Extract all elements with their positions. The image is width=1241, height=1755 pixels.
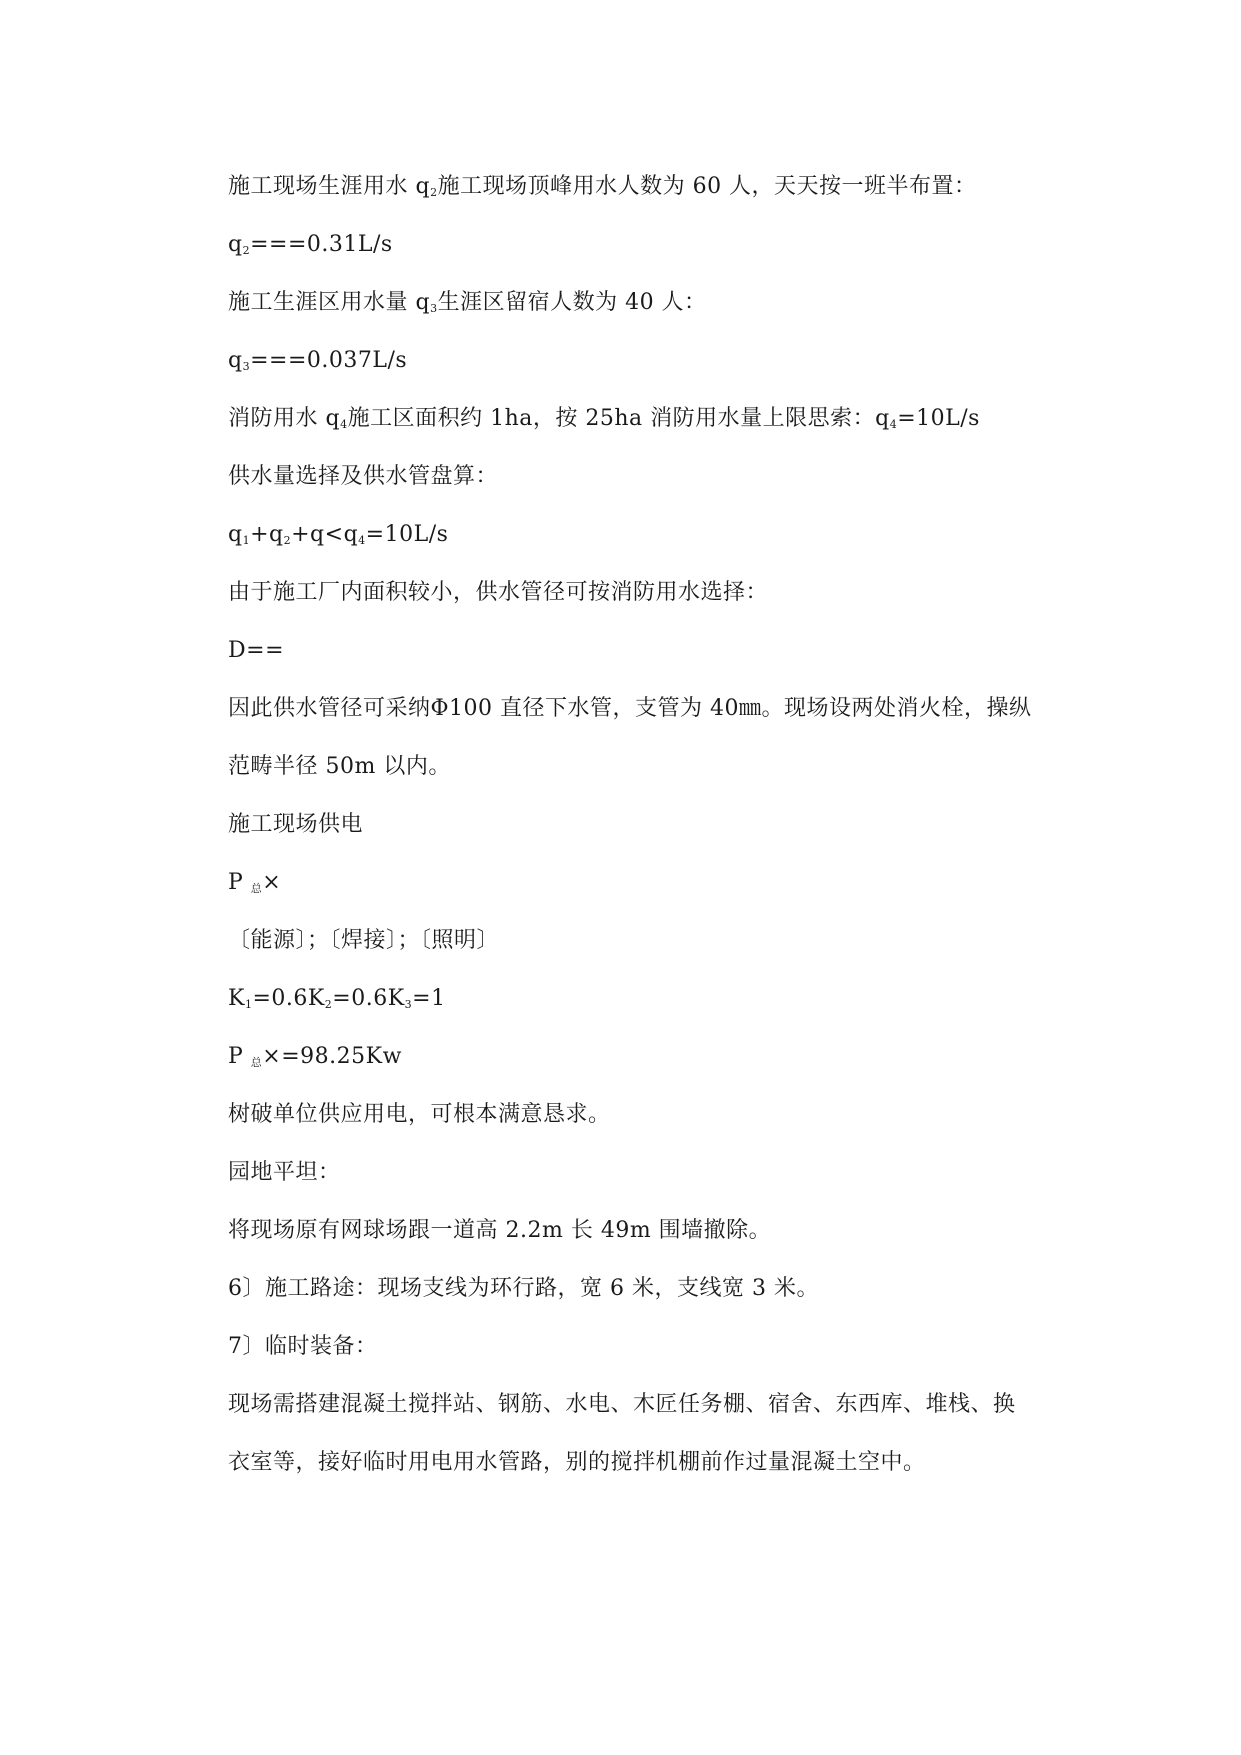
document-line — [228, 1028, 1108, 1086]
subscript: 总 — [250, 1056, 263, 1069]
line-text: 消防用水 q — [228, 406, 341, 431]
line-text: 树破单位供应用电，可根本满意恳求。 — [228, 1102, 611, 1127]
line-text: 因此供水管径可采纳Φ100 直径下水管，支管为 40㎜。现场设两处消火栓，操纵 — [228, 696, 1032, 721]
subscript: 3 — [242, 360, 251, 373]
line-text: 施工现场生涯用水 q — [228, 174, 431, 199]
line-text: 7〕临时装备： — [228, 1334, 378, 1359]
line-text: 生涯区留宿人数为 40 人： — [437, 290, 707, 315]
line-text: 供水量选择及供水管盘算： — [228, 464, 499, 489]
document-line — [228, 1202, 1108, 1260]
line-text: ×=98.25Kw — [262, 1044, 402, 1069]
line-text: =10L/s — [365, 522, 449, 547]
subscript: 2 — [324, 998, 333, 1011]
subscript: 3 — [430, 302, 438, 315]
document-body — [228, 158, 1108, 1492]
document-line — [228, 274, 1108, 332]
document-line — [228, 216, 1108, 274]
line-text: 施工生涯区用水量 q — [228, 290, 431, 315]
document-line — [228, 1318, 1108, 1376]
line-text: 将现场原有网球场跟一道高 2.2m 长 49m 围墙撤除。 — [228, 1218, 772, 1243]
line-text: 衣室等，接好临时用电用水管路，别的搅拌机棚前作过量混凝土空中。 — [228, 1450, 926, 1475]
line-text: +q<q — [291, 522, 359, 547]
line-text: 由于施工厂内面积较小，供水管径可按消防用水选择： — [228, 580, 769, 605]
subscript: 4 — [340, 418, 348, 431]
subscript: 1 — [244, 998, 253, 1011]
document-line — [228, 1376, 1108, 1434]
line-text: 范畴半径 50m 以内。 — [228, 754, 451, 779]
line-text: q — [228, 232, 243, 257]
line-text: ===0.037L/s — [250, 348, 408, 373]
line-text: =0.6K — [252, 986, 325, 1011]
document-line — [228, 564, 1108, 622]
document-line — [228, 1260, 1108, 1318]
line-text: 施工区面积约 1ha，按 25ha 消防用水量上限思索：q — [347, 406, 890, 431]
document-line — [228, 912, 1108, 970]
document-line — [228, 390, 1108, 448]
subscript: 总 — [250, 882, 263, 895]
line-text: 现场需搭建混凝土搅拌站、钢筋、水电、木匠任务棚、宿舍、东西库、堆栈、换 — [228, 1392, 1016, 1417]
document-line — [228, 1144, 1108, 1202]
line-text: =1 — [412, 986, 446, 1011]
line-text: =0.6K — [332, 986, 405, 1011]
line-text: q — [228, 348, 243, 373]
subscript: 1 — [242, 534, 251, 547]
document-line — [228, 622, 1108, 680]
line-text: 园地平坦： — [228, 1160, 341, 1185]
subscript: 4 — [358, 534, 366, 547]
document-line — [228, 796, 1108, 854]
subscript: 4 — [889, 418, 898, 431]
document-line — [228, 970, 1108, 1028]
line-text: P — [228, 1044, 251, 1069]
subscript: 3 — [404, 998, 413, 1011]
line-text: K — [228, 986, 245, 1011]
document-line — [228, 1434, 1108, 1492]
subscript: 2 — [283, 534, 292, 547]
line-text: +q — [250, 522, 284, 547]
document-line — [228, 506, 1108, 564]
line-text: P — [228, 870, 251, 895]
document-line — [228, 448, 1108, 506]
line-text: ===0.31L/s — [250, 232, 393, 257]
subscript: 2 — [242, 244, 251, 257]
line-text: 施工现场顶峰用水人数为 60 人，天天按一班半布置： — [437, 174, 977, 199]
subscript: 2 — [430, 186, 438, 199]
line-text: =10L/s — [897, 406, 980, 431]
document-line — [228, 158, 1108, 216]
document-line — [228, 1086, 1108, 1144]
line-text: 〔能源〕；〔焊接〕；〔照明〕 — [228, 928, 500, 953]
document-line — [228, 738, 1108, 796]
line-text: 6〕施工路途：现场支线为环行路，宽 6 米，支线宽 3 米。 — [228, 1276, 819, 1301]
line-text: 施工现场供电 — [228, 812, 364, 837]
line-text: q — [228, 522, 243, 547]
document-line — [228, 680, 1108, 738]
line-text: × — [262, 870, 282, 895]
line-text: D== — [228, 638, 285, 663]
document-line — [228, 332, 1108, 390]
document-line — [228, 854, 1108, 912]
